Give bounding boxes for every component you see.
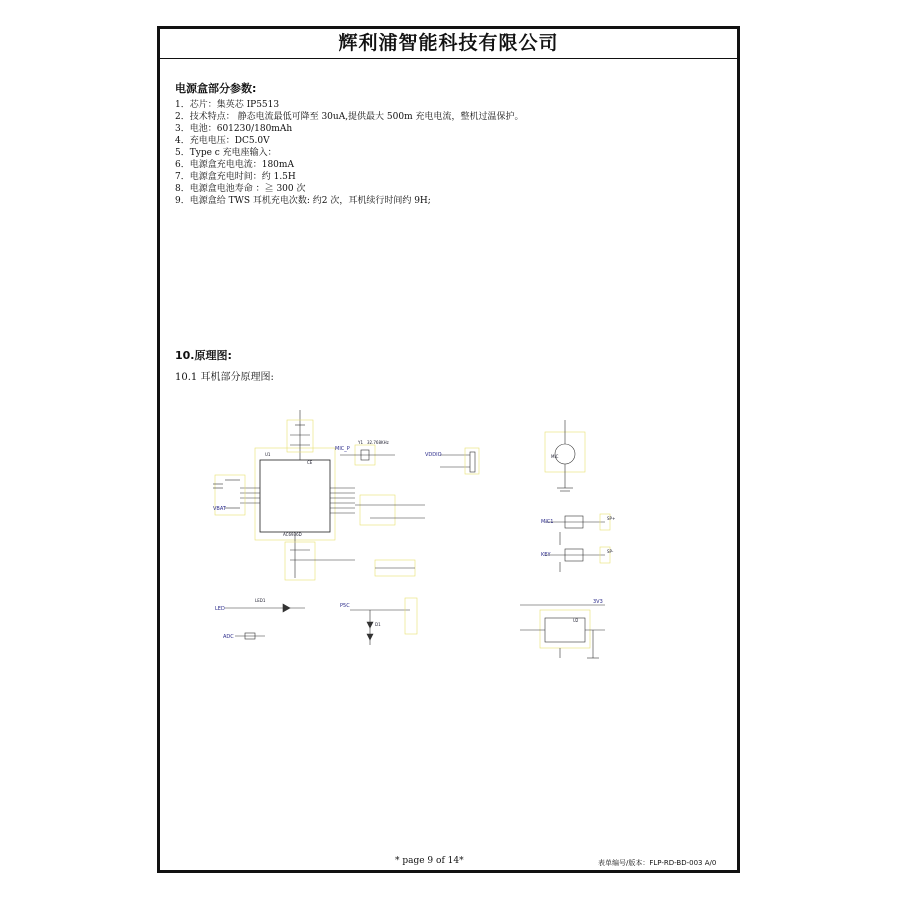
schematic-heading: 10.原理图: <box>175 349 232 362</box>
net-label: VBAT <box>213 506 226 512</box>
net-label: KEY <box>541 552 551 558</box>
param-item: 6．电源盒充电电流：180mA <box>175 160 294 170</box>
param-item: 4．充电电压：DC5.0V <box>175 136 270 146</box>
battery-box-heading: 电源盒部分参数: <box>175 82 257 95</box>
part-label: LED1 <box>255 598 266 603</box>
part-label: SP- <box>607 549 614 554</box>
param-item: 5．Type c 充电座输入： <box>175 148 277 158</box>
param-item: 3．电池：601230/180mAh <box>175 124 293 134</box>
part-label: SP+ <box>607 516 616 521</box>
earphone-schematic <box>195 400 625 670</box>
part-label: U1 <box>265 452 271 457</box>
net-label: 3V3 <box>593 599 603 605</box>
chip-label: AC6936D <box>283 532 302 537</box>
battery-box-param-list <box>175 99 524 207</box>
title-divider <box>160 58 737 59</box>
net-label: MIC_P <box>335 446 350 452</box>
part-label: CE <box>307 460 313 465</box>
net-label: LED <box>215 606 225 612</box>
param-item: 9．电源盒给 TWS 耳机充电次数: 约2 次，耳机续行时间约 9H; <box>175 196 431 206</box>
param-item: 1．芯片：集英芯 IP5513 <box>175 100 280 110</box>
net-label: ADC <box>223 634 234 640</box>
main-chip <box>260 460 330 532</box>
page-number: * page 9 of 14* <box>395 856 464 866</box>
param-item: 7．电源盒充电时间：约 1.5H <box>175 172 296 182</box>
form-number: 表单编号/版本：FLP-RD-BD-003 A/0 <box>598 859 717 867</box>
part-label: Y1 <box>358 440 363 445</box>
schematic-subheading: 10.1 耳机部分原理图: <box>175 372 274 383</box>
net-label: VDDIO <box>425 452 442 458</box>
part-label: MIC <box>551 454 559 459</box>
net-label: MIC1 <box>541 519 554 525</box>
part-label: U2 <box>573 618 579 623</box>
param-item: 2．技术特点： 静态电流最低可降至 30uA,提供最大 500m 充电电流，整机过温保护。 <box>175 112 524 122</box>
company-title: 辉利浦智能科技有限公司 <box>338 32 559 54</box>
part-label: 32.768KHz <box>367 440 389 445</box>
param-item: 8．电源盒电池寿命 ：≧ 300 次 <box>175 184 306 194</box>
net-label: P5C <box>340 603 350 609</box>
part-label: D1 <box>375 622 381 627</box>
